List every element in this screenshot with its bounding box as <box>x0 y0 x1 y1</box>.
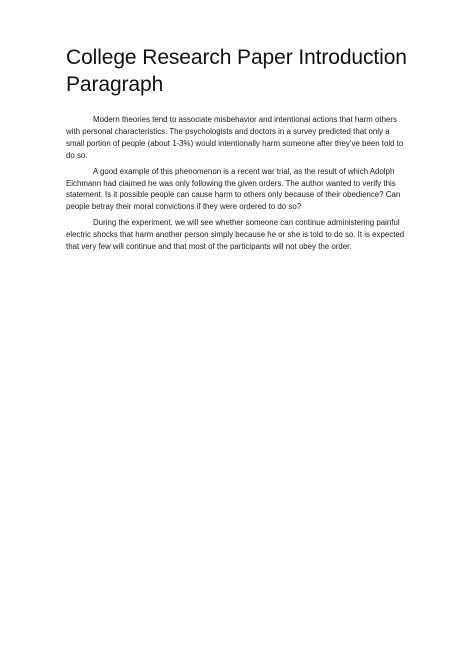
document-title: College Research Paper Introduction Paragraph <box>66 46 407 96</box>
document-body <box>66 114 408 257</box>
paragraph-3: During the experiment, we will see whether someone can continue administering painful electric shocks that harm another person simply because he or she is told to do so. It is expected that very few will continue and that most of the participants will not obey the order. <box>66 218 405 252</box>
paragraph-2: A good example of this phenomenon is a recent war trial, as the result of which Adolph Eichmann had claimed he was only following the given orders. The author wanted to verify this statement. Is it possible people can cause harm to others only because of their obedience? Can people betray their moral convictions if they were ordered to do so? <box>66 166 401 212</box>
paragraph-1: Modern theories tend to associate misbehavior and intentional actions that harm others with personal characteristics. The psychologists and doctors in a survey predicted that only a small portion of people (about 1-3%) would intentionally harm someone after they’ve been told to do so. <box>66 115 404 160</box>
